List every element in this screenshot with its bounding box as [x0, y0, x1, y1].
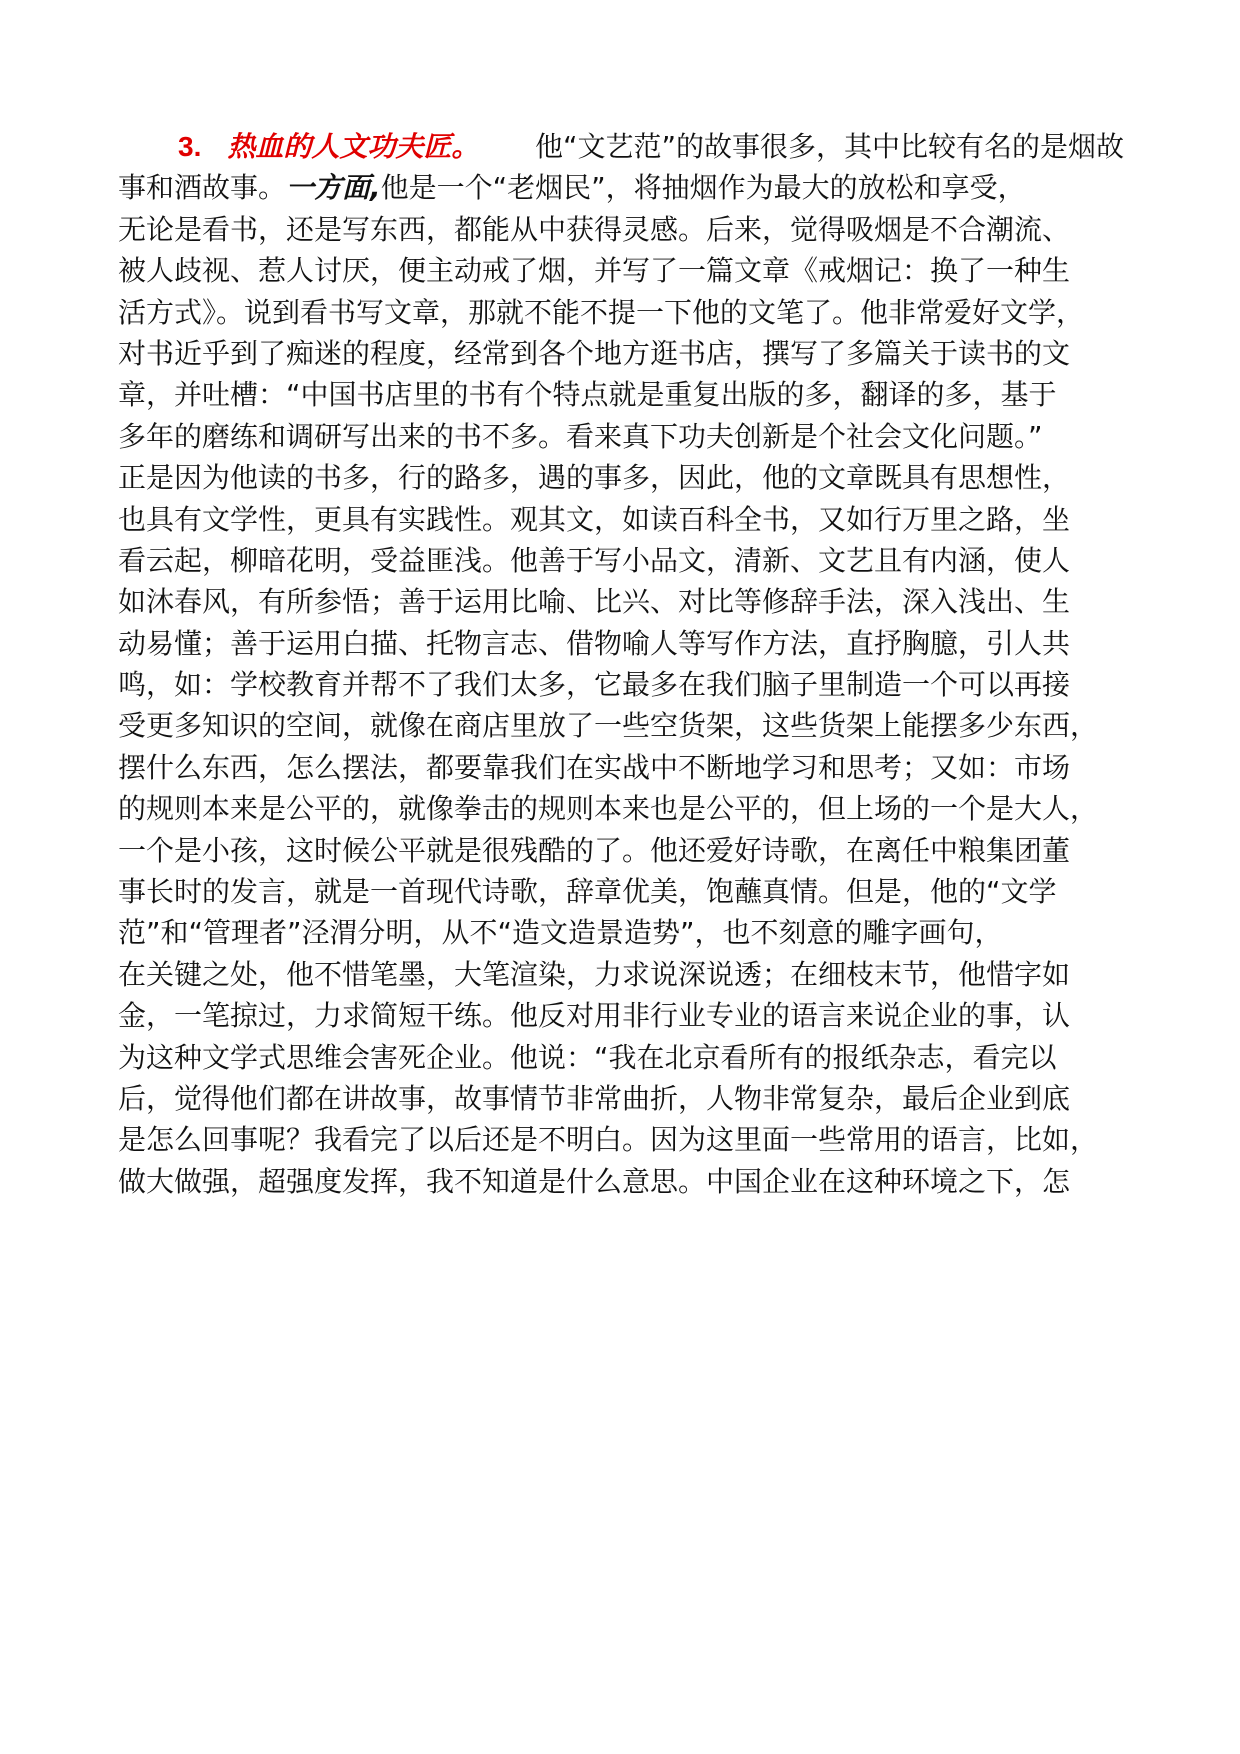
line-text: 的规则本来是公平的，就像拳击的规则本来也是公平的，但上场的一个是大人， [118, 792, 1099, 826]
text-line [118, 1078, 1124, 1119]
text-line [118, 623, 1124, 664]
line-text: 正是因为他读的书多，行的路多，遇的事多，因此，他的文章既具有思想性， [118, 461, 1071, 495]
text-line [118, 250, 1124, 291]
line-text: 受更多知识的空间，就像在商店里放了一些空货架，这些货架上能摆多少东西， [118, 709, 1099, 743]
line-text: 章，并吐槽：“中国书店里的书有个特点就是重复出版的多，翻译的多，基于 [118, 378, 1057, 412]
heading-group [178, 126, 479, 167]
text-line [118, 954, 1124, 995]
line-text: 对书近乎到了痴迷的程度，经常到各个地方逛书店，撰写了多篇关于读书的文 [118, 336, 1071, 370]
line-text: 事和酒故事。 [118, 171, 287, 205]
text-line [118, 581, 1124, 622]
text-line [118, 1119, 1124, 1160]
text-line [118, 540, 1124, 581]
text-line [118, 209, 1124, 250]
text-line [118, 126, 1124, 167]
line-text: 他“文艺范”的故事很多，其中比较有名的是烟故 [534, 130, 1124, 163]
text-line [118, 871, 1124, 912]
section-number: 3. [178, 131, 202, 162]
text-line [118, 416, 1124, 457]
line-text: 活方式》。说到看书写文章，那就不能不提一下他的文笔了。他非常爱好文学， [118, 295, 1085, 329]
text-line [118, 1161, 1124, 1202]
line-text: 多年的磨练和调研写出来的书不多。看来真下功夫创新是个社会文化问题。” [118, 419, 1043, 453]
line-text: 做大做强，超强度发挥，我不知道是什么意思。中国企业在这种环境之下，怎 [118, 1164, 1071, 1198]
line-text: 在关键之处，他不惜笔墨，大笔渲染，力求说深说透；在细枝末节，他惜字如 [118, 957, 1071, 991]
text-line [118, 747, 1124, 788]
line-text: 为这种文学式思维会害死企业。他说：“我在北京看所有的报纸杂志，看完以 [118, 1040, 1057, 1074]
line-text: 后，觉得他们都在讲故事，故事情节非常曲折，人物非常复杂，最后企业到底 [118, 1081, 1071, 1115]
text-line [118, 499, 1124, 540]
line-text: 也具有文学性，更具有实践性。观其文，如读百科全书，又如行万里之路，坐 [118, 502, 1071, 536]
line-text: 摆什么东西，怎么摆法，都要靠我们在实战中不断地学习和思考；又如：市场 [118, 750, 1071, 784]
text-line [118, 167, 1124, 208]
text-line [118, 292, 1124, 333]
line-text: 是怎么回事呢？我看完了以后还是不明白。因为这里面一些常用的语言，比如， [118, 1123, 1099, 1157]
line-text: 鸣，如：学校教育并帮不了我们太多，它最多在我们脑子里制造一个可以再接 [118, 668, 1071, 702]
text-line [118, 830, 1124, 871]
text-line [118, 1037, 1124, 1078]
line-text: 范”和“管理者”泾渭分明，从不“造文造景造势”，也不刻意的雕字画句， [118, 916, 1003, 950]
text-line [118, 333, 1124, 374]
text-line [118, 374, 1124, 415]
line-text: 金，一笔掠过，力求简短干练。他反对用非行业专业的语言来说企业的事，认 [118, 999, 1071, 1033]
line-text: 无论是看书，还是写东西，都能从中获得灵感。后来，觉得吸烟是不合潮流、 [118, 212, 1071, 246]
line-text: 事长时的发言，就是一首现代诗歌，辞章优美，饱蘸真情。但是，他的“文学 [118, 875, 1057, 909]
emphasis-label: 一方面, [286, 171, 381, 205]
text-line [118, 457, 1124, 498]
line-text: 他是一个“老烟民”，将抽烟作为最大的放松和享受， [380, 171, 1026, 205]
text-line [118, 995, 1124, 1036]
body-text [118, 126, 1124, 1202]
section-title: 热血的人文功夫匠。 [227, 130, 480, 163]
line-text: 被人歧视、惹人讨厌，便主动戒了烟，并写了一篇文章《戒烟记：换了一种生 [118, 254, 1071, 288]
line-text: 看云起，柳暗花明，受益匪浅。他善于写小品文，清新、文艺且有内涵，使人 [118, 543, 1071, 577]
text-line [118, 788, 1124, 829]
text-line [118, 705, 1124, 746]
line-text: 动易懂；善于运用白描、托物言志、借物喻人等写作方法，直抒胸臆，引人共 [118, 626, 1071, 660]
line-text: 如沐春风，有所参悟；善于运用比喻、比兴、对比等修辞手法，深入浅出、生 [118, 585, 1071, 619]
line-text: 一个是小孩，这时候公平就是很残酷的了。他还爱好诗歌，在离任中粮集团董 [118, 833, 1071, 867]
text-line [118, 912, 1124, 953]
text-line [118, 664, 1124, 705]
